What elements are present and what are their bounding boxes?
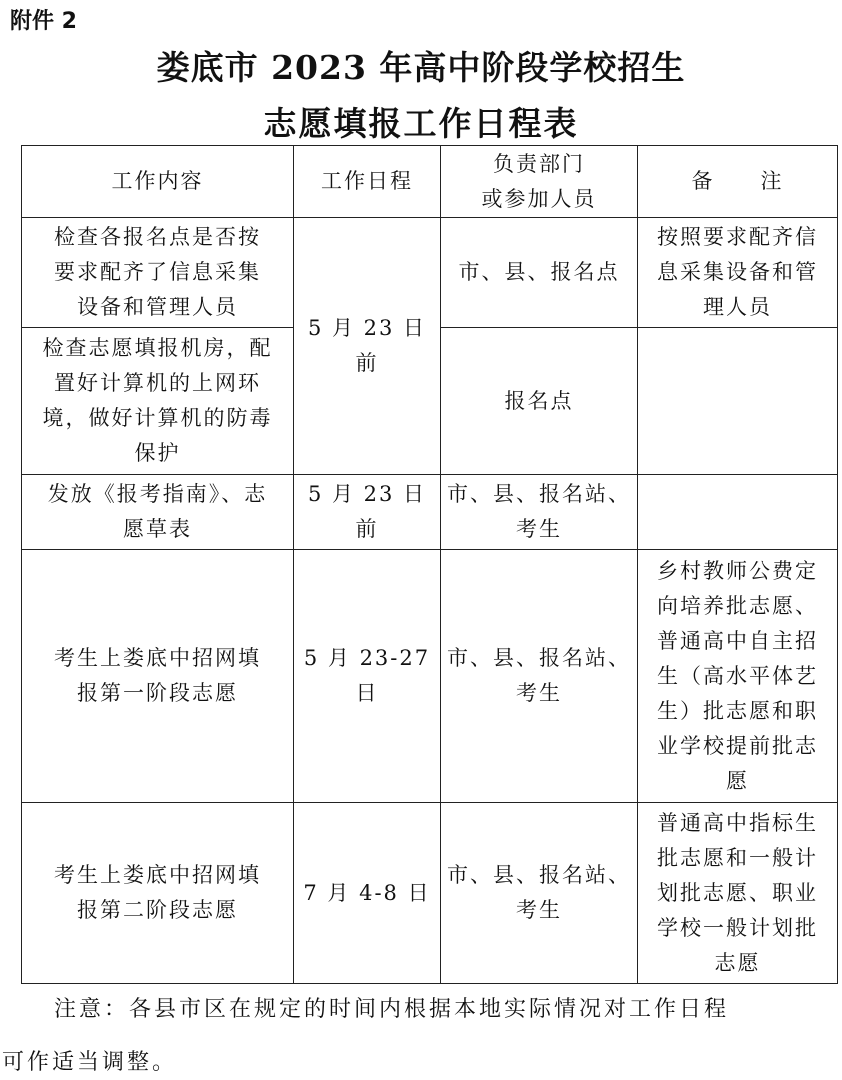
attachment-label: 附件 2 <box>10 9 77 34</box>
row2-remark <box>638 328 838 475</box>
header-schedule: 工作日程 <box>294 146 441 218</box>
page-title: 娄底市 2023 年高中阶段学校招生 <box>156 48 686 87</box>
row4-dept: 市、县、报名站、 考生 <box>441 550 638 803</box>
row1-remark: 按照要求配齐信 息采集设备和管 理人员 <box>638 218 838 328</box>
row1-content: 检查各报名点是否按 要求配齐了信息采集 设备和管理人员 <box>22 218 294 328</box>
table-row <box>22 218 838 328</box>
header-remark: 备 注 <box>638 146 838 218</box>
row1-dept: 市、县、报名点 <box>441 218 638 328</box>
table-header-row <box>22 146 838 218</box>
note-line-2: 可作适当调整。 <box>2 1050 178 1075</box>
row3-dept: 市、县、报名站、 考生 <box>441 475 638 550</box>
table-row <box>22 803 838 984</box>
row2-content: 检查志愿填报机房，配 置好计算机的上网环 境，做好计算机的防毒 保护 <box>22 328 294 475</box>
table-row <box>22 550 838 803</box>
row4-content: 考生上娄底中招网填 报第一阶段志愿 <box>22 550 294 803</box>
note-line-1: 注意：各县市区在规定的时间内根据本地实际情况对工作日程 <box>54 997 730 1022</box>
merged-schedule-cell: 5 月 23 日前 <box>294 218 441 475</box>
row5-schedule: 7 月 4-8 日 <box>294 803 441 984</box>
row3-content: 发放《报考指南》、志 愿草表 <box>22 475 294 550</box>
row3-schedule: 5 月 23 日前 <box>294 475 441 550</box>
row4-remark: 乡村教师公费定 向培养批志愿、 普通高中自主招 生（高水平体艺 生）批志愿和职 业学校提前批志 愿 <box>638 550 838 803</box>
row5-dept: 市、县、报名站、 考生 <box>441 803 638 984</box>
page-subtitle: 志愿填报工作日程表 <box>263 104 579 143</box>
row5-content: 考生上娄底中招网填 报第二阶段志愿 <box>22 803 294 984</box>
row2-dept: 报名点 <box>441 328 638 475</box>
header-content: 工作内容 <box>22 146 294 218</box>
table-row <box>22 475 838 550</box>
row3-remark <box>638 475 838 550</box>
row4-schedule: 5 月 23-27 日 <box>294 550 441 803</box>
row5-remark: 普通高中指标生 批志愿和一般计 划批志愿、职业 学校一般计划批 志愿 <box>638 803 838 984</box>
schedule-table <box>21 145 838 984</box>
header-dept: 负责部门 或参加人员 <box>441 146 638 218</box>
